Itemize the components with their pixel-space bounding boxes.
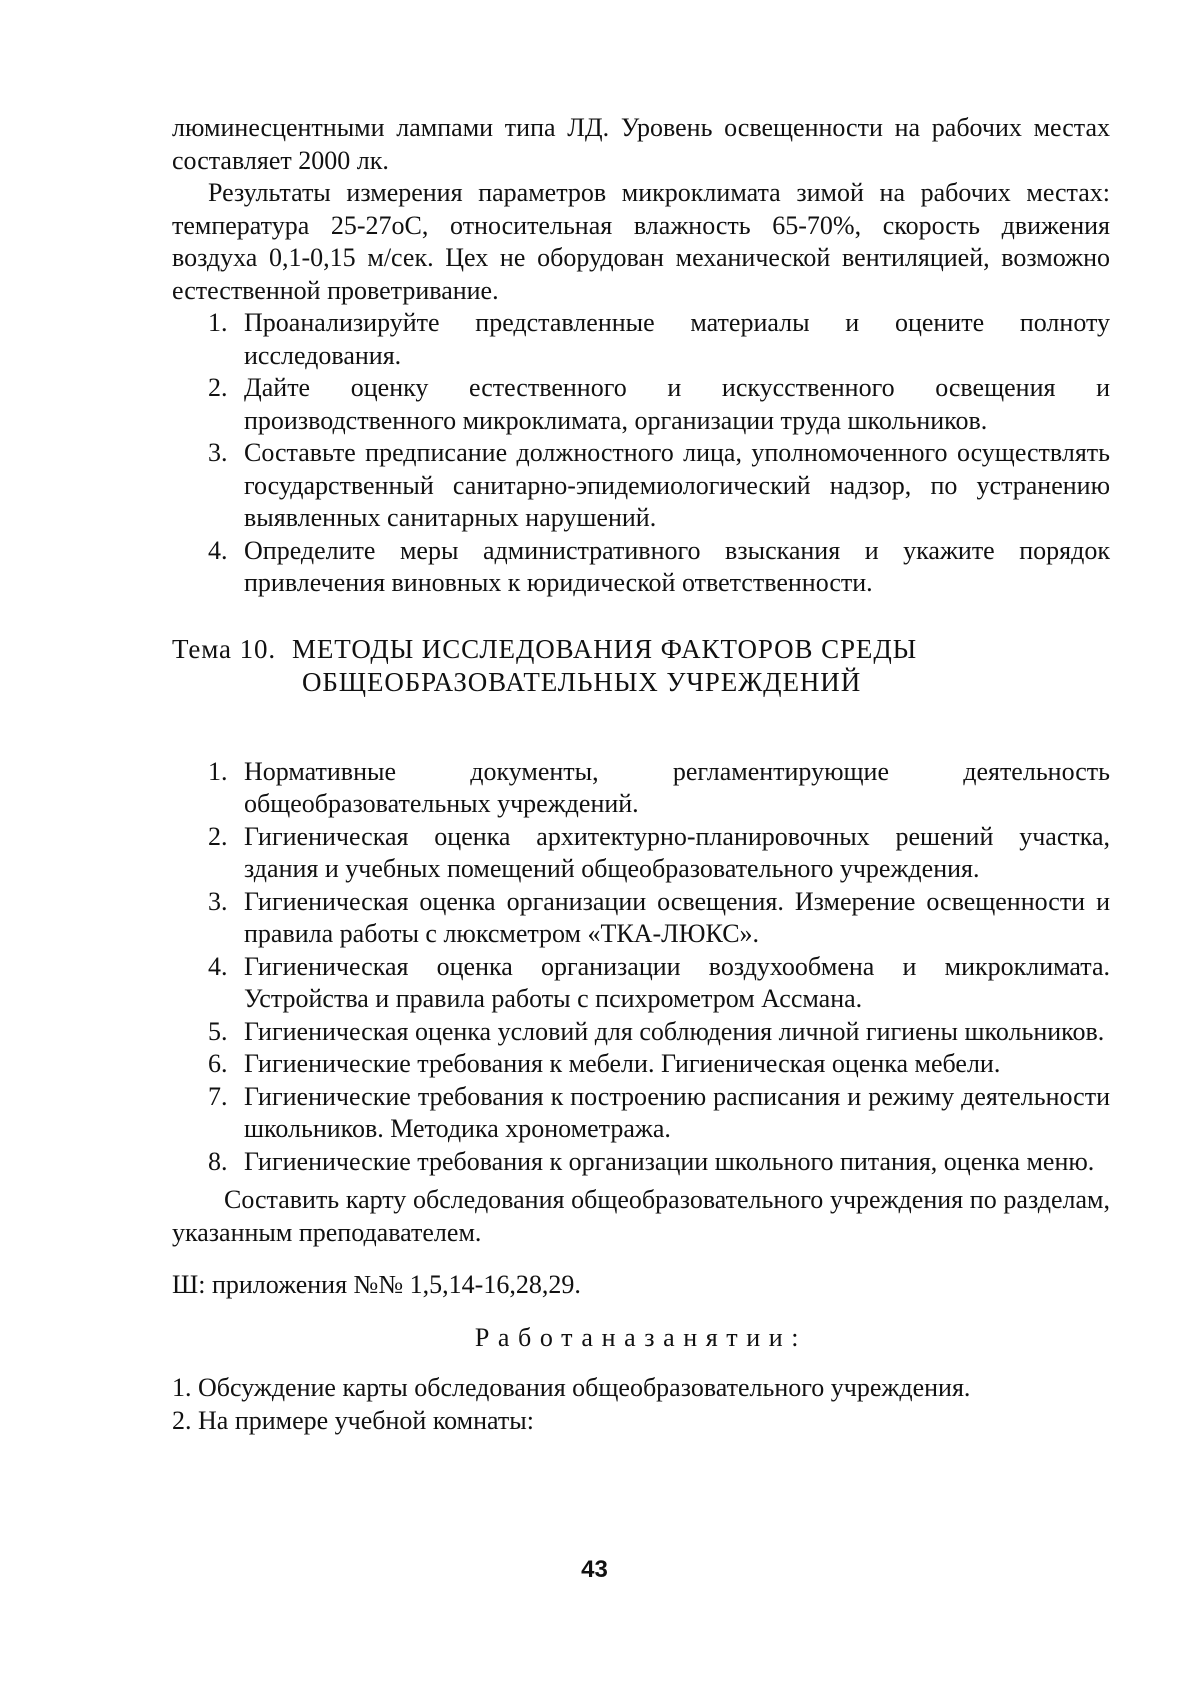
list-item xyxy=(172,756,1110,821)
work-heading: Работаназанятии: xyxy=(474,1322,808,1352)
list-item-number: 4. xyxy=(208,951,228,981)
list-item-text: Гигиеническая оценка организации освещения. Измерение освещенности и правила работы с люксметром «ТКА-ЛЮКС». xyxy=(244,886,1110,948)
topic-title-line-1: МЕТОДЫ ИССЛЕДОВАНИЯ ФАКТОРОВ СРЕДЫ xyxy=(292,633,918,664)
list-item xyxy=(172,821,1110,886)
list-item-number: 3. xyxy=(208,438,228,467)
list-item-text: Гигиенические требования к мебели. Гигиеническая оценка мебели. xyxy=(244,1049,1001,1078)
list-item xyxy=(172,372,1110,437)
list-item-number: 1. xyxy=(208,308,228,337)
work-item-list xyxy=(172,1372,1110,1437)
list-item-number: 7. xyxy=(208,1081,228,1111)
list-item xyxy=(172,951,1110,1016)
list-item xyxy=(172,535,1110,600)
list-item-text: Гигиеническая оценка организации воздухообмена и микроклимата. Устройства и правила работы с психрометром Ассмана. xyxy=(244,951,1110,1013)
list-item: 2. На примере учебной комнаты: xyxy=(172,1405,534,1435)
list-item-text: Гигиеническая оценка архитектурно-планировочных решений участка, здания и учебных помещений общеобразовательного учреждения. xyxy=(244,821,1110,883)
list-item-number: 4. xyxy=(208,535,228,565)
list-item-number: 1. xyxy=(208,756,228,786)
list-item xyxy=(172,886,1110,951)
list-item: 1. Обсуждение карты обследования общеобразовательного учреждения. xyxy=(172,1373,971,1402)
list-item-text: Дайте оценку естественного и искусственного освещения и производственного микроклимата, организации труда школьников. xyxy=(244,373,1110,435)
topic-number: Тема 10. xyxy=(172,633,277,664)
list-item xyxy=(172,1016,1110,1049)
list-item-text: Проанализируйте представленные материалы и оцените полноту исследования. xyxy=(244,308,1110,370)
list-item-text: Гигиеническая оценка условий для соблюдения личной гигиены школьников. xyxy=(244,1016,1105,1046)
intro-paragraph-1: люминесцентными лампами типа ЛД. Уровень освещенности на рабочих местах составляет 2000 лк. xyxy=(172,113,1110,175)
list-item xyxy=(172,307,1110,372)
list-item-text: Нормативные документы, регламентирующие деятельность общеобразовательных учреждений. xyxy=(244,756,1110,818)
list-item-number: 6. xyxy=(208,1049,228,1078)
page-content xyxy=(172,112,1110,1437)
list-item-number: 8. xyxy=(208,1146,228,1176)
list-item xyxy=(172,1048,1110,1081)
task-list xyxy=(172,307,1110,600)
list-item-number: 2. xyxy=(208,821,228,851)
list-item-text: Составьте предписание должностного лица, уполномоченного осуществлять государственный санитарно-эпидемиологический надзор, по устранению выявленных санитарных нарушений. xyxy=(244,438,1110,532)
list-item-text: Гигиенические требования к построению расписания и режиму деятельности школьников. Методика хронометража. xyxy=(244,1081,1110,1143)
page-number: 43 xyxy=(581,1556,608,1583)
list-item-number: 5. xyxy=(208,1016,228,1046)
list-item xyxy=(172,1081,1110,1146)
topic-title-line-2: ОБЩЕОБРАЗОВАТЕЛЬНЫХ УЧРЕЖДЕНИЙ xyxy=(302,666,862,697)
list-item-text: Гигиенические требования к организации школьного питания, оценка меню. xyxy=(244,1146,1095,1176)
list-item xyxy=(172,437,1110,535)
list-item-number: 2. xyxy=(208,373,228,402)
compose-instruction: Составить карту обследования общеобразовательного учреждения по разделам, указанным преподавателем. xyxy=(172,1185,1110,1247)
topic-item-list xyxy=(172,756,1110,1179)
list-item xyxy=(172,1146,1110,1179)
intro-paragraph-2: Результаты измерения параметров микроклимата зимой на рабочих местах: температура 25-27оС, относительная влажность 65-70%, скорость движения воздуха 0,1-0,15 м/сек. Цех не оборудован механической вентиляцией, возможно естественной проветривание. xyxy=(172,178,1110,305)
list-item-text: Определите меры административного взыскания и укажите порядок привлечения виновных к юридической ответственности. xyxy=(244,535,1110,597)
appendix-reference: Ш: приложения №№ 1,5,14-16,28,29. xyxy=(172,1270,581,1299)
list-item-number: 3. xyxy=(208,886,228,916)
topic-heading xyxy=(172,633,1110,699)
